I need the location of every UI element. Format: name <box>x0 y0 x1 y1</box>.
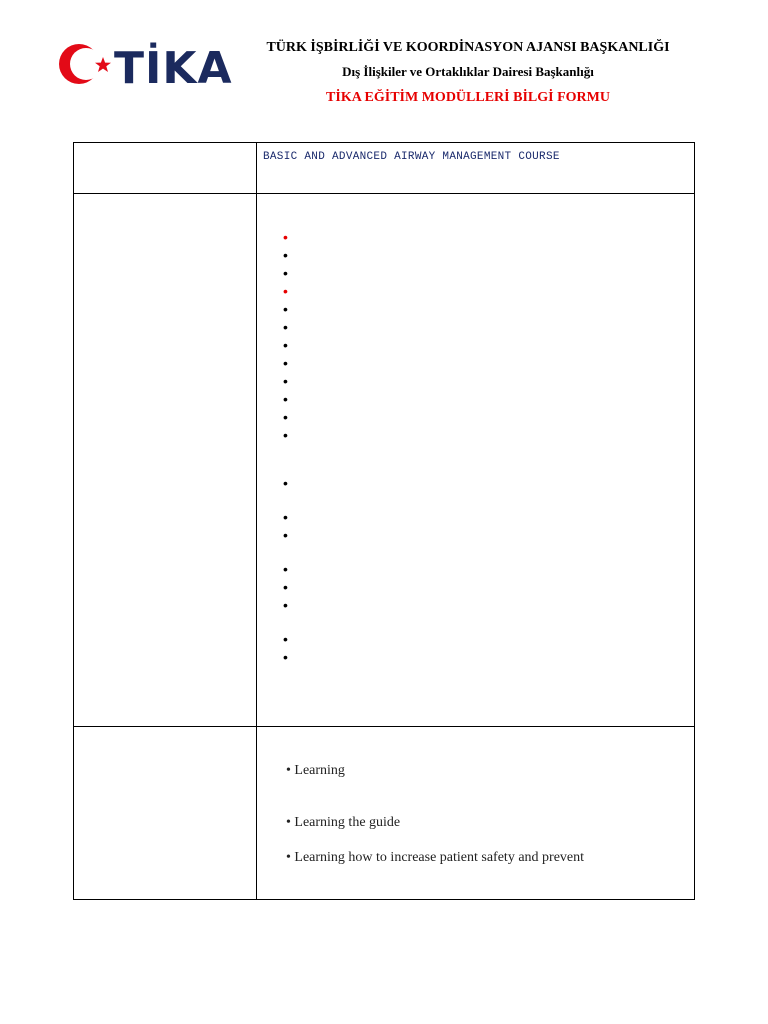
agency-name: TÜRK İŞBİRLİĞİ VE KOORDİNASYON AJANSI BAŞKANLIĞI <box>266 40 670 55</box>
tika-logo-graphic <box>56 38 246 90</box>
table-row-content <box>74 194 694 727</box>
table-row-course-name <box>74 143 694 194</box>
list-bullet: • <box>283 527 288 543</box>
list-bullet: • <box>283 355 288 371</box>
learning-outcome-item: • Learning the guide <box>286 815 401 830</box>
department-name: Dış İlişkiler ve Ortaklıklar Dairesi Başkanlığı <box>342 64 594 79</box>
list-bullet: • <box>283 247 288 263</box>
list-bullet: • <box>283 319 288 335</box>
list-bullet: • <box>283 265 288 281</box>
tika-logo <box>56 38 246 90</box>
list-bullet: • <box>283 301 288 317</box>
list-bullet: • <box>283 283 288 299</box>
form-title: TİKA EĞİTİM MODÜLLERİ BİLGİ FORMU <box>326 90 610 105</box>
list-bullet: • <box>283 391 288 407</box>
course-title: BASIC AND ADVANCED AIRWAY MANAGEMENT COURSE <box>263 151 560 163</box>
learning-outcome-item: • Learning how to increase patient safety and prevent <box>286 850 585 865</box>
list-bullet: • <box>283 475 288 491</box>
learning-outcome-item: • Learning <box>286 763 345 778</box>
list-bullet: • <box>283 427 288 443</box>
list-bullet: • <box>283 337 288 353</box>
list-bullet: • <box>283 373 288 389</box>
list-bullet: • <box>283 579 288 595</box>
list-bullet: • <box>283 509 288 525</box>
list-bullet: • <box>283 409 288 425</box>
list-bullet: • <box>283 631 288 647</box>
document-header <box>258 38 678 108</box>
list-bullet: • <box>283 597 288 613</box>
list-bullet: • <box>283 561 288 577</box>
logo-text: TİKA <box>114 43 233 90</box>
list-bullet: • <box>283 649 288 665</box>
table-row-outcomes <box>74 727 694 899</box>
list-bullet: • <box>283 229 288 245</box>
module-info-table <box>73 142 695 900</box>
